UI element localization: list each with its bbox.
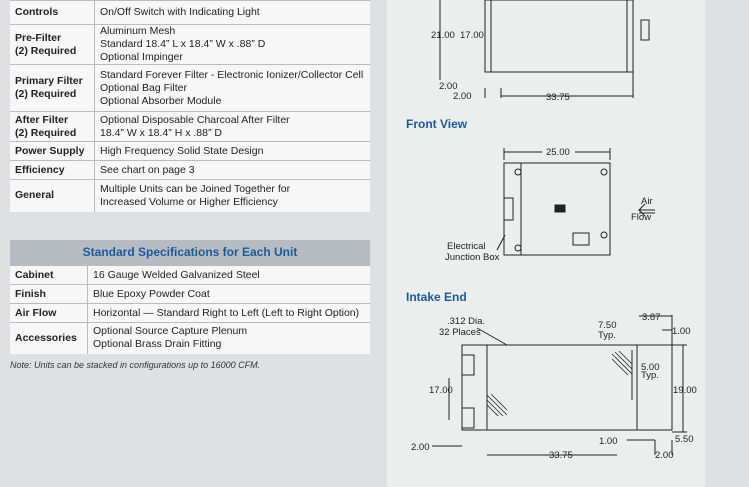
spec-key: Primary Filter (2) Required xyxy=(10,65,95,112)
spec-key: Pre-Filter (2) Required xyxy=(10,25,95,65)
spec-key: Controls xyxy=(10,1,95,25)
top-view xyxy=(440,0,649,98)
front-view-title: Front View xyxy=(406,117,468,131)
unit-key: Finish xyxy=(10,285,88,304)
top-dim: 21.00 xyxy=(431,30,455,41)
places-label: 32 Places xyxy=(439,327,481,338)
spec-key: After Filter (2) Required xyxy=(10,112,95,142)
junction-label-1: Electrical xyxy=(447,241,486,252)
junction-label-2: Junction Box xyxy=(445,252,500,263)
stacking-note: Note: Units can be stacked in configurations up to 16000 CFM. xyxy=(10,360,261,370)
spec-key: Efficiency xyxy=(10,161,95,180)
unit-key: Accessories xyxy=(10,323,88,354)
dim-750: 7.50 xyxy=(598,320,617,331)
dim-1700: 17.00 xyxy=(429,385,453,396)
spec-value: See chart on page 3 xyxy=(95,161,371,180)
top-dim: 2.00 xyxy=(439,81,458,92)
unit-value: Blue Epoxy Powder Coat xyxy=(88,285,371,304)
unit-value: Optional Source Capture Plenum Optional Brass Drain Fitting xyxy=(88,323,371,354)
dim-3375: 33.75 xyxy=(549,450,573,461)
top-dim: 2.00 xyxy=(453,91,472,102)
spec-value: Aluminum Mesh Standard 18.4” L x 18.4” W x .88” D Optional Impinger xyxy=(95,25,371,65)
spec-value: High Frequency Solid State Design xyxy=(95,142,371,161)
dim-typ-500: Typ. xyxy=(641,370,659,381)
spec-value: Optional Disposable Charcoal After Filter 18.4” W x 18.4” H x .88” D xyxy=(95,112,371,142)
unit-table xyxy=(10,265,370,354)
flow-label: Flow xyxy=(631,212,652,223)
dia-label: .312 Dia. xyxy=(447,316,486,327)
top-dim: 33.75 xyxy=(546,92,570,103)
dim-200: 2.00 xyxy=(411,442,430,453)
vent-hatch xyxy=(487,351,632,416)
spec-value: Standard Forever Filter - Electronic Ionizer/Collector Cell Optional Bag Filter Optional Absorber Module xyxy=(95,65,371,112)
dim-typ: Typ. xyxy=(598,330,616,341)
front-view xyxy=(497,148,655,255)
air-label: Air xyxy=(641,196,653,207)
spec-value: Multiple Units can be Joined Together for Increased Volume or Higher Efficiency xyxy=(95,180,371,212)
unit-key: Cabinet xyxy=(10,266,88,285)
spec-value: On/Off Switch with Indicating Light xyxy=(95,1,371,25)
spec-key: General xyxy=(10,180,95,212)
unit-value: Horizontal — Standard Right to Left (Left to Right Option) xyxy=(88,304,371,323)
unit-table-title: Standard Specifications for Each Unit xyxy=(10,240,370,265)
dim-500: 5.00 xyxy=(641,362,660,373)
intake-end-title: Intake End xyxy=(406,290,467,304)
dim-100: 1.00 xyxy=(672,326,691,337)
dim-100b: 1.00 xyxy=(599,436,618,447)
dim-387: 3.87 xyxy=(642,312,661,323)
technical-drawing xyxy=(387,0,705,487)
dim-200b: 2.00 xyxy=(655,450,674,461)
dim-550: 5.50 xyxy=(675,434,694,445)
top-dim: 17.00 xyxy=(460,30,484,41)
unit-value: 16 Gauge Welded Galvanized Steel xyxy=(88,266,371,285)
dim-1900: 19.00 xyxy=(673,385,697,396)
page-edge xyxy=(705,0,749,487)
spec-key: Power Supply xyxy=(10,142,95,161)
specs-table xyxy=(10,0,370,212)
front-width-dim: 25.00 xyxy=(546,147,570,158)
unit-key: Air Flow xyxy=(10,304,88,323)
